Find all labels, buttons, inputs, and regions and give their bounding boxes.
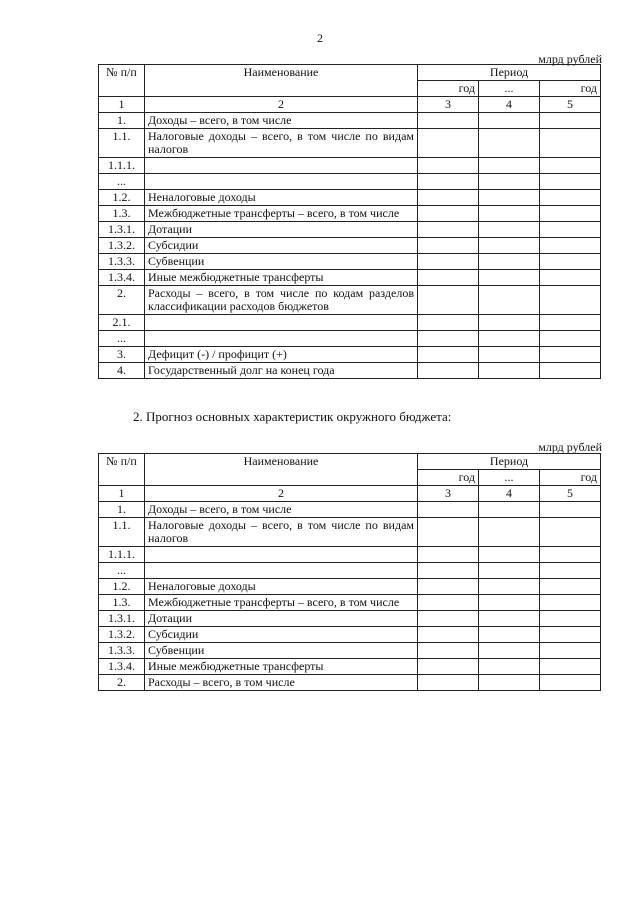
row-number: 1.1.1. (99, 158, 145, 174)
units-label: млрд рублей (538, 52, 602, 66)
table-row (99, 254, 601, 270)
table-row (99, 579, 601, 595)
period-value-cell (540, 190, 601, 206)
row-number: 1.2. (99, 579, 145, 595)
period-value-cell (540, 547, 601, 563)
period-value-cell (479, 627, 540, 643)
period-value-cell (479, 158, 540, 174)
table-row (99, 238, 601, 254)
page-number: 2 (317, 31, 323, 45)
row-number: 4. (99, 363, 145, 379)
period-value-cell (418, 347, 479, 363)
period-value-cell (540, 238, 601, 254)
header-year: ... (479, 81, 540, 97)
period-value-cell (479, 595, 540, 611)
row-number: 1.3.1. (99, 611, 145, 627)
period-value-cell (540, 174, 601, 190)
table-row (99, 331, 601, 347)
row-number: 1.3.3. (99, 254, 145, 270)
header-year: ... (479, 470, 540, 486)
period-value-cell (479, 563, 540, 579)
federal-budget-table (98, 64, 601, 379)
period-value-cell (418, 627, 479, 643)
row-name: Субсидии (145, 238, 418, 254)
table-row (99, 547, 601, 563)
period-value-cell (418, 579, 479, 595)
row-name: Налоговые доходы – всего, в том числе по видам налогов (145, 518, 418, 547)
period-value-cell (479, 643, 540, 659)
column-index: 3 (418, 97, 479, 113)
row-number: 2. (99, 286, 145, 315)
period-value-cell (540, 270, 601, 286)
period-value-cell (540, 113, 601, 129)
table-row (99, 129, 601, 158)
table-row (99, 595, 601, 611)
header-period: Период (418, 454, 601, 470)
table-row (99, 659, 601, 675)
table-body (99, 113, 601, 379)
row-number: ... (99, 563, 145, 579)
row-name: Доходы – всего, в том числе (145, 502, 418, 518)
period-value-cell (540, 643, 601, 659)
row-name: Дотации (145, 222, 418, 238)
header-year: год (418, 470, 479, 486)
period-value-cell (479, 129, 540, 158)
row-number: 1.3.1. (99, 222, 145, 238)
header-number: № п/п (99, 65, 145, 97)
row-name (145, 158, 418, 174)
header-year: год (540, 470, 601, 486)
row-name: Неналоговые доходы (145, 579, 418, 595)
header-period: Период (418, 65, 601, 81)
row-number: 1.3.2. (99, 238, 145, 254)
row-number: 1.3.4. (99, 270, 145, 286)
period-value-cell (479, 611, 540, 627)
column-index: 5 (540, 486, 601, 502)
period-value-cell (418, 518, 479, 547)
table-row (99, 174, 601, 190)
period-value-cell (540, 563, 601, 579)
row-number: 1. (99, 502, 145, 518)
period-value-cell (418, 190, 479, 206)
period-value-cell (418, 502, 479, 518)
row-name: Межбюджетные трансферты – всего, в том числе (145, 595, 418, 611)
row-name: Иные межбюджетные трансферты (145, 659, 418, 675)
table-row (99, 502, 601, 518)
row-name: Иные межбюджетные трансферты (145, 270, 418, 286)
row-name: Дефицит (-) / профицит (+) (145, 347, 418, 363)
period-value-cell (540, 158, 601, 174)
period-value-cell (479, 113, 540, 129)
table-row (99, 363, 601, 379)
period-value-cell (418, 611, 479, 627)
row-number: 1. (99, 113, 145, 129)
table-row (99, 222, 601, 238)
column-index: 1 (99, 97, 145, 113)
period-value-cell (479, 174, 540, 190)
period-value-cell (479, 254, 540, 270)
period-value-cell (479, 502, 540, 518)
row-name: Субвенции (145, 643, 418, 659)
row-name: Расходы – всего, в том числе по кодам разделов классификации расходов бюджетов (145, 286, 418, 315)
row-number: 1.3.2. (99, 627, 145, 643)
row-number: 2. (99, 675, 145, 691)
period-value-cell (418, 270, 479, 286)
row-name: Межбюджетные трансферты – всего, в том числе (145, 206, 418, 222)
row-number: ... (99, 174, 145, 190)
column-index: 3 (418, 486, 479, 502)
period-value-cell (418, 595, 479, 611)
row-name (145, 174, 418, 190)
period-value-cell (418, 315, 479, 331)
row-number: 1.3. (99, 206, 145, 222)
period-value-cell (540, 331, 601, 347)
section-heading: 2. Прогноз основных характеристик окружного бюджета: (133, 409, 452, 424)
period-value-cell (540, 579, 601, 595)
row-number: 1.3.4. (99, 659, 145, 675)
table-row (99, 643, 601, 659)
table-row (99, 315, 601, 331)
table-row (99, 190, 601, 206)
row-number: 1.3. (99, 595, 145, 611)
period-value-cell (540, 595, 601, 611)
period-value-cell (418, 174, 479, 190)
units-label: млрд рублей (538, 440, 602, 454)
period-value-cell (479, 238, 540, 254)
period-value-cell (479, 675, 540, 691)
row-number: 3. (99, 347, 145, 363)
column-index: 4 (479, 97, 540, 113)
row-name (145, 547, 418, 563)
period-value-cell (479, 547, 540, 563)
row-number: 1.1. (99, 518, 145, 547)
period-value-cell (418, 158, 479, 174)
period-value-cell (540, 518, 601, 547)
table-row (99, 113, 601, 129)
column-index: 5 (540, 97, 601, 113)
period-value-cell (418, 129, 479, 158)
period-value-cell (418, 331, 479, 347)
column-index: 1 (99, 486, 145, 502)
period-value-cell (418, 206, 479, 222)
period-value-cell (540, 659, 601, 675)
period-value-cell (540, 129, 601, 158)
table-row (99, 286, 601, 315)
period-value-cell (540, 347, 601, 363)
row-name: Доходы – всего, в том числе (145, 113, 418, 129)
period-value-cell (479, 518, 540, 547)
header-year: год (540, 81, 601, 97)
row-name (145, 563, 418, 579)
table-row (99, 518, 601, 547)
period-value-cell (418, 254, 479, 270)
table-row (99, 563, 601, 579)
row-name: Налоговые доходы – всего, в том числе по видам налогов (145, 129, 418, 158)
period-value-cell (479, 659, 540, 675)
period-value-cell (418, 675, 479, 691)
period-value-cell (418, 113, 479, 129)
district-budget-table (98, 453, 601, 691)
row-name: Неналоговые доходы (145, 190, 418, 206)
row-number: 1.1.1. (99, 547, 145, 563)
column-index: 4 (479, 486, 540, 502)
period-value-cell (479, 222, 540, 238)
period-value-cell (540, 286, 601, 315)
row-name: Субвенции (145, 254, 418, 270)
period-value-cell (418, 643, 479, 659)
row-number: 1.2. (99, 190, 145, 206)
row-name: Дотации (145, 611, 418, 627)
table-row (99, 347, 601, 363)
period-value-cell (479, 286, 540, 315)
period-value-cell (418, 659, 479, 675)
header-year: год (418, 81, 479, 97)
period-value-cell (540, 315, 601, 331)
header-name: Наименование (145, 454, 418, 486)
period-value-cell (540, 675, 601, 691)
period-value-cell (479, 347, 540, 363)
period-value-cell (479, 270, 540, 286)
period-value-cell (479, 331, 540, 347)
period-value-cell (479, 206, 540, 222)
column-index: 2 (145, 486, 418, 502)
table-row (99, 627, 601, 643)
period-value-cell (540, 363, 601, 379)
period-value-cell (418, 238, 479, 254)
row-number: 2.1. (99, 315, 145, 331)
period-value-cell (418, 363, 479, 379)
period-value-cell (540, 254, 601, 270)
table-body (99, 502, 601, 691)
row-number: 1.1. (99, 129, 145, 158)
period-value-cell (540, 611, 601, 627)
row-name: Субсидии (145, 627, 418, 643)
table-row (99, 675, 601, 691)
period-value-cell (418, 563, 479, 579)
period-value-cell (479, 190, 540, 206)
table-row (99, 270, 601, 286)
period-value-cell (479, 315, 540, 331)
row-name (145, 315, 418, 331)
header-number: № п/п (99, 454, 145, 486)
table-row (99, 611, 601, 627)
period-value-cell (418, 222, 479, 238)
period-value-cell (540, 206, 601, 222)
row-name: Государственный долг на конец года (145, 363, 418, 379)
period-value-cell (479, 363, 540, 379)
period-value-cell (540, 502, 601, 518)
period-value-cell (418, 547, 479, 563)
period-value-cell (540, 222, 601, 238)
row-number: 1.3.3. (99, 643, 145, 659)
table-row (99, 158, 601, 174)
period-value-cell (479, 579, 540, 595)
period-value-cell (540, 627, 601, 643)
row-number: ... (99, 331, 145, 347)
period-value-cell (418, 286, 479, 315)
table-row (99, 206, 601, 222)
column-index: 2 (145, 97, 418, 113)
header-name: Наименование (145, 65, 418, 97)
row-name (145, 331, 418, 347)
row-name: Расходы – всего, в том числе (145, 675, 418, 691)
